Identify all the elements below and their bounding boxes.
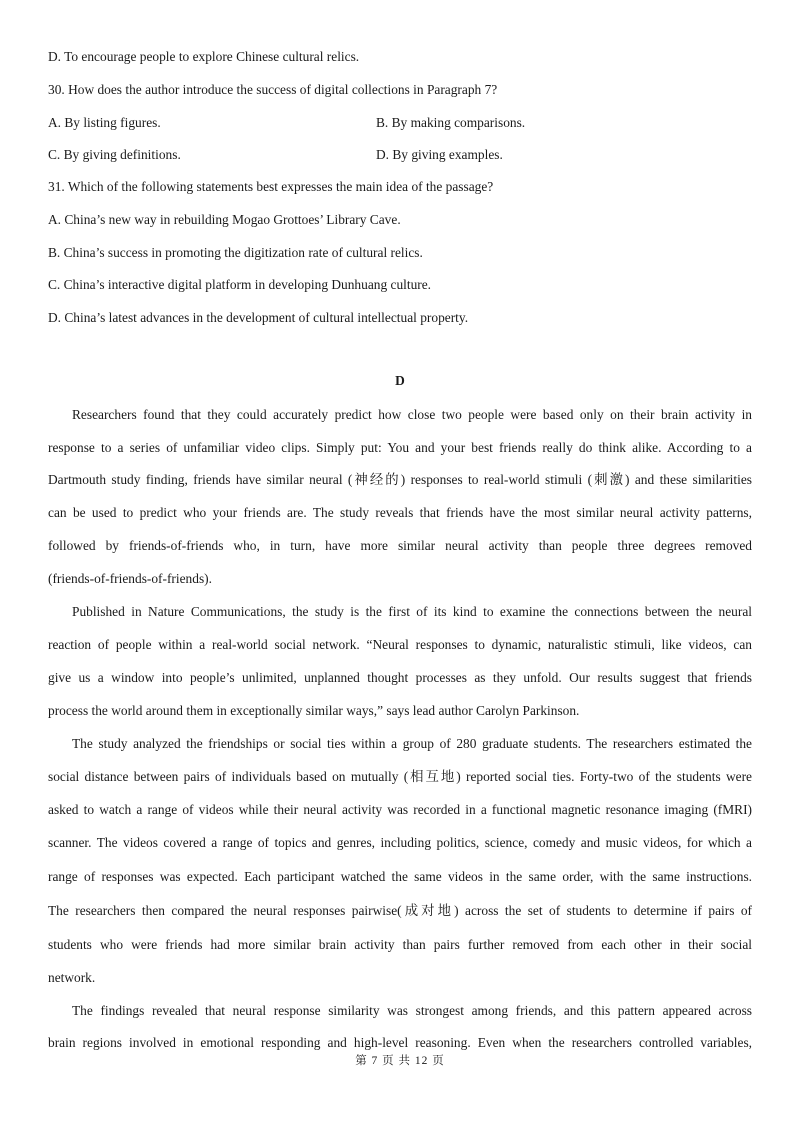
paragraph-line: Published in Nature Communications, the study is the first of its kind to examine the connections between the neural [72, 604, 752, 619]
page-footer: 第 7 页 共 12 页 [355, 1055, 445, 1067]
q30-option-a: A. By listing figures. [48, 115, 161, 130]
paragraph-line: scanner. The videos covered a range of topics and genres, including politics, science, comedy and music videos, for which a [48, 835, 752, 850]
q31-option-a: A. China’s new way in rebuilding Mogao Grottoes’ Library Cave. [48, 212, 401, 227]
paragraph-line: social distance between pairs of individuals based on mutually (相互地) reported social ties. Forty-two of the students were [48, 769, 752, 784]
paragraph-line: brain regions involved in emotional responding and high-level reasoning. Even when the researchers controlled variables, [48, 1035, 752, 1050]
q30-stem: 30. How does the author introduce the success of digital collections in Paragraph 7? [48, 82, 498, 97]
paragraph-line: give us a window into people’s unlimited, unplanned thought processes as they unfold. Our results suggest that friends [48, 670, 752, 685]
section-heading: D [395, 373, 405, 388]
paragraph-line: can be used to predict who your friends are. The study reveals that friends have the most similar neural activity patterns, [48, 505, 752, 520]
paragraph-line: range of responses was expected. Each participant watched the same videos in the same order, with the same instructions. [48, 869, 752, 884]
paragraph-line: network. [48, 970, 96, 985]
paragraph-line: reaction of people within a real-world social network. “Neural responses to dynamic, naturalistic stimuli, like videos, can [48, 637, 752, 652]
q31-option-c: C. China’s interactive digital platform in developing Dunhuang culture. [48, 277, 432, 292]
paragraph-line: response to a series of unfamiliar video clips. Simply put: You and your best friends really do think alike. According to a [48, 440, 752, 455]
paragraph-line: followed by friends-of-friends who, in turn, have more similar neural activity than people three degrees removed [48, 538, 752, 553]
q30-option-d: D. By giving examples. [376, 147, 503, 162]
q30-option-c: C. By giving definitions. [48, 147, 181, 162]
paragraph-line: asked to watch a range of videos while their neural activity was recorded in a functional magnetic resonance imaging (fMRI) [48, 802, 752, 817]
q31-option-d: D. China’s latest advances in the development of cultural intellectual property. [48, 310, 469, 325]
paragraph-line: The study analyzed the friendships or social ties within a group of 280 graduate students. The researchers estimated the [72, 736, 752, 751]
paragraph-line: (friends-of-friends-of-friends). [48, 571, 212, 586]
paragraph-line: students who were friends had more similar brain activity than pairs further removed from each other in their social [48, 937, 752, 952]
paragraph-line: The researchers then compared the neural responses pairwise(成对地) across the set of students to determine if pairs of [48, 903, 752, 918]
q31-option-b: B. China’s success in promoting the digitization rate of cultural relics. [48, 245, 423, 260]
q30-option-b: B. By making comparisons. [376, 115, 526, 130]
paragraph-line: Dartmouth study finding, friends have similar neural (神经的) responses to real-world stimuli (刺激) and these similarities [48, 472, 752, 487]
paragraph-line: Researchers found that they could accurately predict how close two people were based only on their brain activity in [72, 407, 752, 422]
paragraph-line: The findings revealed that neural response similarity was strongest among friends, and this pattern appeared across [72, 1003, 752, 1018]
q31-stem: 31. Which of the following statements best expresses the main idea of the passage? [48, 179, 494, 194]
q29-option-d: D. To encourage people to explore Chinese cultural relics. [48, 49, 360, 64]
paragraph-line: process the world around them in exceptionally similar ways,” says lead author Carolyn Parkinson. [48, 703, 580, 718]
